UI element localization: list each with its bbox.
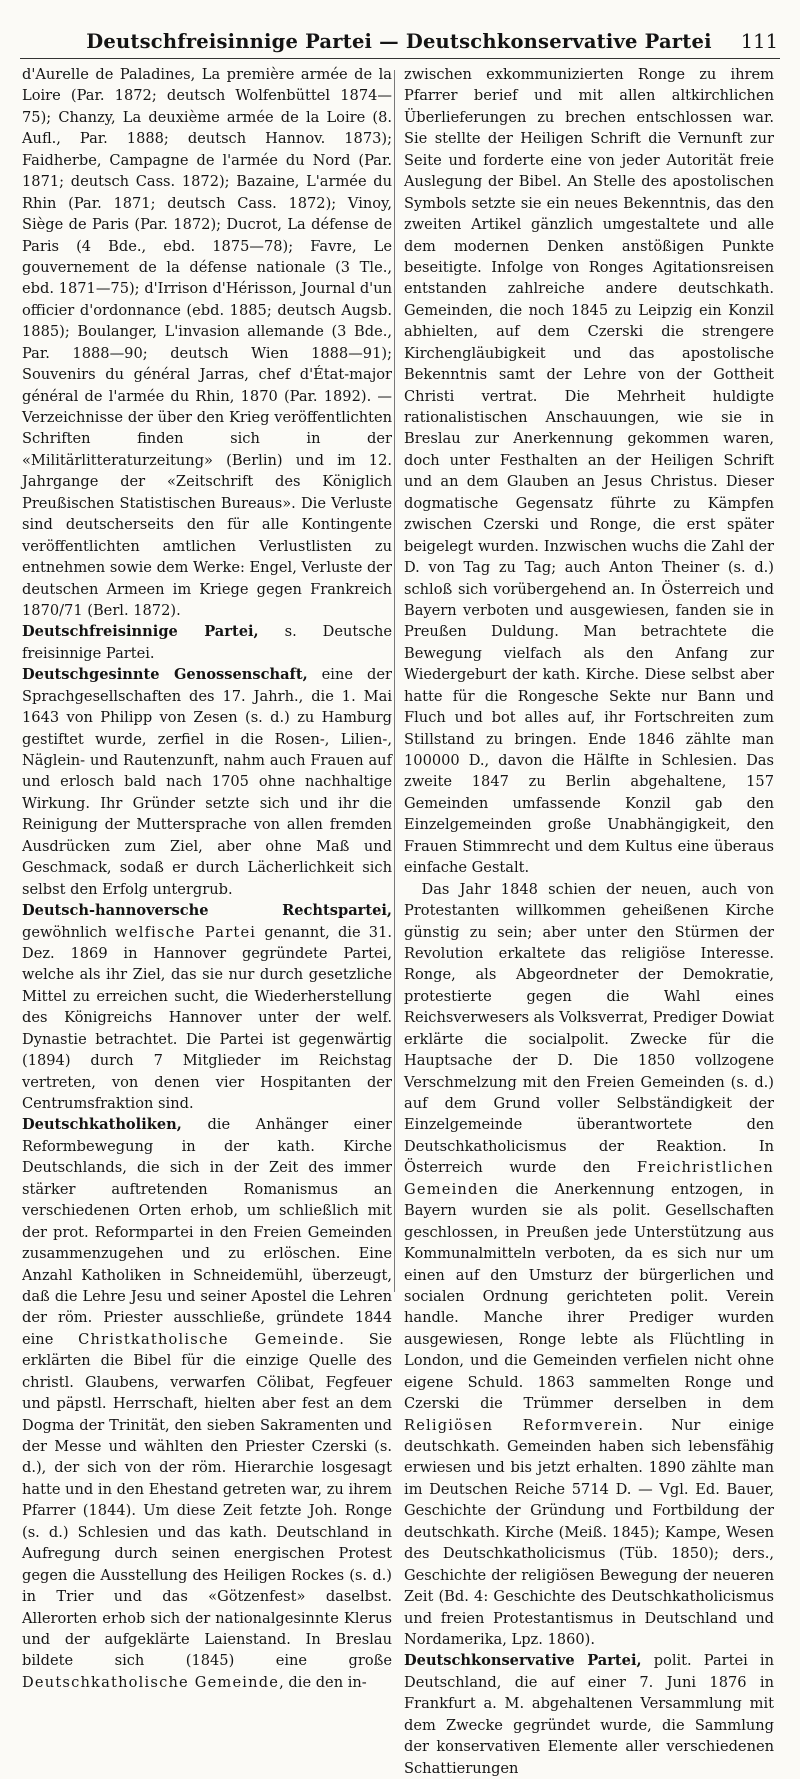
header-rule bbox=[20, 58, 780, 59]
spaced-term: welfische Partei bbox=[115, 923, 257, 941]
spaced-term: Christkatholische Gemeinde bbox=[78, 1330, 340, 1348]
headword: Deutschkatholiken, bbox=[22, 1116, 182, 1134]
entry-deutschkonservative-partei bbox=[404, 1650, 774, 1779]
left-column bbox=[22, 64, 392, 1693]
entry-body: genannt, die 31. Dez. 1869 in Hannover gegründete Partei, welche als ihr Ziel, das sie nur durch gesetzliche Mittel zu erreichen sucht, die Wiederherstellung des Königreichs Hannover unter der welf. Dynastie betrachtet. Die Partei ist gegenwärtig (1894) durch 7 Mitglieder im Reichstag vertreten, von denen vier Hospitanten der Centrumsfraktion sind. bbox=[22, 923, 392, 1112]
page-number: 111 bbox=[740, 30, 778, 53]
entry-body: s. Deutsche freisinnige Partei. bbox=[22, 623, 392, 662]
headword: Deutschkonservative Partei, bbox=[404, 1652, 642, 1670]
running-head bbox=[20, 30, 778, 56]
page-title: Deutschfreisinnige Partei — Deutschkonservative Partei bbox=[86, 30, 712, 53]
entry-deutsch-hannoversche-rechtspartei bbox=[22, 900, 392, 1114]
entry-body: eine der Sprachgesellschaften des 17. Jahrh., die 1. Mai 1643 von Philipp von Zesen (s. d.) zu Hamburg gestiftet wurde, zerfiel in die Rosen-, Lilien-, Näglein- und Rautenzunft, nahm auch Frauen auf und erlosch bald nach 1705 ohne nachhaltige Wirkung. Ihr Gründer setzte sich und ihr die Reinigung der Muttersprache von allen fremden Ausdrücken zum Ziel, aber ohne Maß und Geschmack, sodaß er durch Lächerlichkeit sich selbst den Erfolg untergrub. bbox=[22, 666, 392, 898]
spaced-term: Religiösen Reformverein bbox=[404, 1416, 639, 1434]
entry-deutschkatholiken bbox=[22, 1114, 392, 1693]
entry-body: , die den in- bbox=[279, 1673, 367, 1691]
spaced-term: Freichristlichen Gemeinden bbox=[404, 1159, 774, 1198]
headword: Deutschgesinnte Genossenschaft, bbox=[22, 666, 308, 684]
entry-body: . Sie erklärten die Bibel für die einzige Quelle des christl. Glaubens, verwarfen Cölibat, Fegfeuer und päpstl. Herrschaft, hielten aber fest an dem Dogma der Trinität, den sieben Sakramenten und der Messe und wählten den Priester Czerski (s. d.), der sich von der röm. Hierarchie losgesagt hatte und in den Ehestand getreten war, zu ihrem Pfarrer (1844). Um diese Zeit fetzte Joh. Ronge (s. d.) Schlesien und das kath. Deutschland in Aufregung durch seinen energischen Protest gegen die Ausstellung des Heiligen Rockes (s. d.) in Trier und das «Götzenfest» daselbst. Allerorten erhob sich der nationalgesinnte Klerus und der aufgeklärte Laienstand. In Breslau bildete sich (1845) eine große bbox=[22, 1330, 392, 1670]
entry-deutschgesinnte-genossenschaft bbox=[22, 664, 392, 900]
entry-body: polit. Partei in Deutschland, die auf einer 7. Juni 1876 in Frankfurt a. M. abgehaltenen Versammlung mit dem Zwecke gegründet wurde, die Sammlung der konservativen Elemente aller verschiedenen Schattierungen bbox=[404, 1652, 774, 1777]
paragraph: Das Jahr 1848 schien der neuen, auch von Protestanten willkommen geheißenen Kirche günstig zu sein; aber unter den Stürmen der Revolution erkaltete das religiöse Interesse. Ronge, als Abgeordneter der Demokratie, protestierte gegen die Wahl eines Reichsverwesers als Volksverrat, Prediger Dowiat erklärte die socialpolit. Zwecke für die Hauptsache der D. Die 1850 vollzogene Verschmelzung mit den Freien Gemeinden (s. d.) auf dem Grund voller Selbständigkeit der Einzelgemeinde überantwortete den Deutschkatholicismus der Reaktion. In Österreich wurde den Freichristlichen Gemeinden die Anerkennung entzogen, in Bayern wurden sie als polit. Gesellschaften geschlossen, in Preußen jede Unterstützung aus Kommunalmitteln verboten, da es sich nur um einen auf den Umsturz der bürgerlichen und socialen Ordnung gerichteten polit. Verein handle. Manche ihrer Prediger wurden ausgewiesen, Ronge lebte als Flüchtling in London, und die Gemeinden verfielen nicht ohne eigene Schuld. 1863 sammelten Ronge und Czerski die Trümmer derselben in dem Religiösen Reformverein. Nur einige deutschkath. Gemeinden haben sich lebensfähig erwiesen und bis jetzt erhalten. 1890 zählte man im Deutschen Reiche 5714 D. — Vgl. Ed. Bauer, Geschichte der Gründung und Fortbildung der deutschkath. Kirche (Meiß. 1845); Kampe, Wesen des Deutschkatholicismus (Tüb. 1850); ders., Geschichte der religiösen Bewegung der neueren Zeit (Bd. 4: Geschichte des Deutschkatholicismus und freien Protestantismus in Deutschland und Nordamerika, Lpz. 1860). bbox=[404, 880, 774, 1648]
entry-body: die Anhänger einer Reformbewegung in der kath. Kirche Deutschlands, die sich in der Zeit des immer stärker auftretenden Romanismus an verschiedenen Orten erhob, um schließlich mit der prot. Reformpartei in den Freien Gemeinden zusammenzugehen und zu erlöschen. Eine Anzahl Katholiken in Schneidemühl, überzeugt, daß die Lehre Jesu und seiner Apostel die Lehren der röm. Priester ausschließe, gründete 1844 eine bbox=[22, 1116, 392, 1348]
column-divider bbox=[394, 70, 395, 1292]
entry-body: gewöhnlich bbox=[22, 923, 116, 941]
continued-paragraph: d'Aurelle de Paladines, La première armée de la Loire (Par. 1872; deutsch Wolfenbüttel 1874—75); Chanzy, La deuxième armée de la Loire (8. Aufl., Par. 1888; deutsch Hannov. 1873); Faidherbe, Campagne de l'armée du Nord (Par. 1871; deutsch Cass. 1872); Bazaine, L'armée du Rhin (Par. 1871; deutsch Cass. 1872); Vinoy, Siège de Paris (Par. 1872); Ducrot, La défense de Paris (4 Bde., ebd. 1875—78); Favre, Le gouvernement de la défense nationale (3 Tle., ebd. 1871—75); d'Irrison d'Hérisson, Journal d'un officier d'ordonnance (ebd. 1885; deutsch Augsb. 1885); Boulanger, L'invasion allemande (3 Bde., Par. 1888—90; deutsch Wien 1888—91); Souvenirs du général Jarras, chef d'État-major général de l'armée du Rhin, 1870 (Par. 1892). — Verzeichnisse der über den Krieg veröffentlichten Schriften finden sich in der «Militärlitteraturzeitung» (Berlin) und im 12. Jahrgange der «Zeitschrift des Königlich Preußischen Statistischen Bureaus». Die Verluste sind deutscherseits den für alle Kontingente veröffentlichten amtlichen Verlustlisten zu entnehmen sowie dem Werke: Engel, Verluste der deutschen Armeen im Kriege gegen Frankreich 1870/71 (Berl. 1872). bbox=[22, 66, 392, 619]
headword: Deutsch-hannoversche Rechtspartei, bbox=[22, 902, 392, 920]
entry-deutschfreisinnige-partei bbox=[22, 621, 392, 664]
spaced-term: Deutschkatholische Gemeinde bbox=[22, 1673, 280, 1691]
right-column bbox=[404, 64, 774, 1779]
headword: Deutschfreisinnige Partei, bbox=[22, 623, 259, 641]
continued-paragraph: zwischen exkommunizierten Ronge zu ihrem Pfarrer berief und mit allen altkirchlichen Überlieferungen zu brechen entschlossen war. Sie stellte der Heiligen Schrift die Vernunft zur Seite und forderte eine von jeder Autorität freie Auslegung der Bibel. An Stelle des apostolischen Symbols setzte sie ein neues Bekenntnis, das den zweiten Artikel gänzlich umgestaltete und alle dem modernen Denken anstößigen Punkte beseitigte. Infolge von Ronges Agitationsreisen entstanden zahlreiche andere deutschkath. Gemeinden, die noch 1845 zu Leipzig ein Konzil abhielten, auf dem Czerski die strengere Kirchengläubigkeit und das apostolische Bekenntnis samt der Lehre von der Gottheit Christi vertrat. Die Mehrheit huldigte rationalistischen Anschauungen, wie sie in Breslau zur Anerkennung gekommen waren, doch unter Festhalten an der Heiligen Schrift und an dem Glauben an Jesus Christus. Dieser dogmatische Gegensatz führte zu Kämpfen zwischen Czerski und Ronge, die erst später beigelegt wurden. Inzwischen wuchs die Zahl der D. von Tag zu Tag; auch Anton Theiner (s. d.) schloß sich vorübergehend an. In Österreich und Bayern verboten und ausgewiesen, fanden sie in Preußen Duldung. Man betrachtete die Bewegung vielfach als den Anfang zur Wiedergeburt der kath. Kirche. Diese selbst aber hatte für die Rongesche Sekte nur Bann und Fluch und bot alles auf, ihr Fortschreiten zum Stillstand zu bringen. Ende 1846 zählte man 100000 D., davon die Hälfte in Schlesien. Das zweite 1847 zu Berlin abgehaltene, 157 Gemeinden umfassende Konzil gab den Einzelgemeinden große Unabhängigkeit, den Frauen Stimmrecht und dem Kultus eine überaus einfache Gestalt. bbox=[404, 66, 774, 877]
